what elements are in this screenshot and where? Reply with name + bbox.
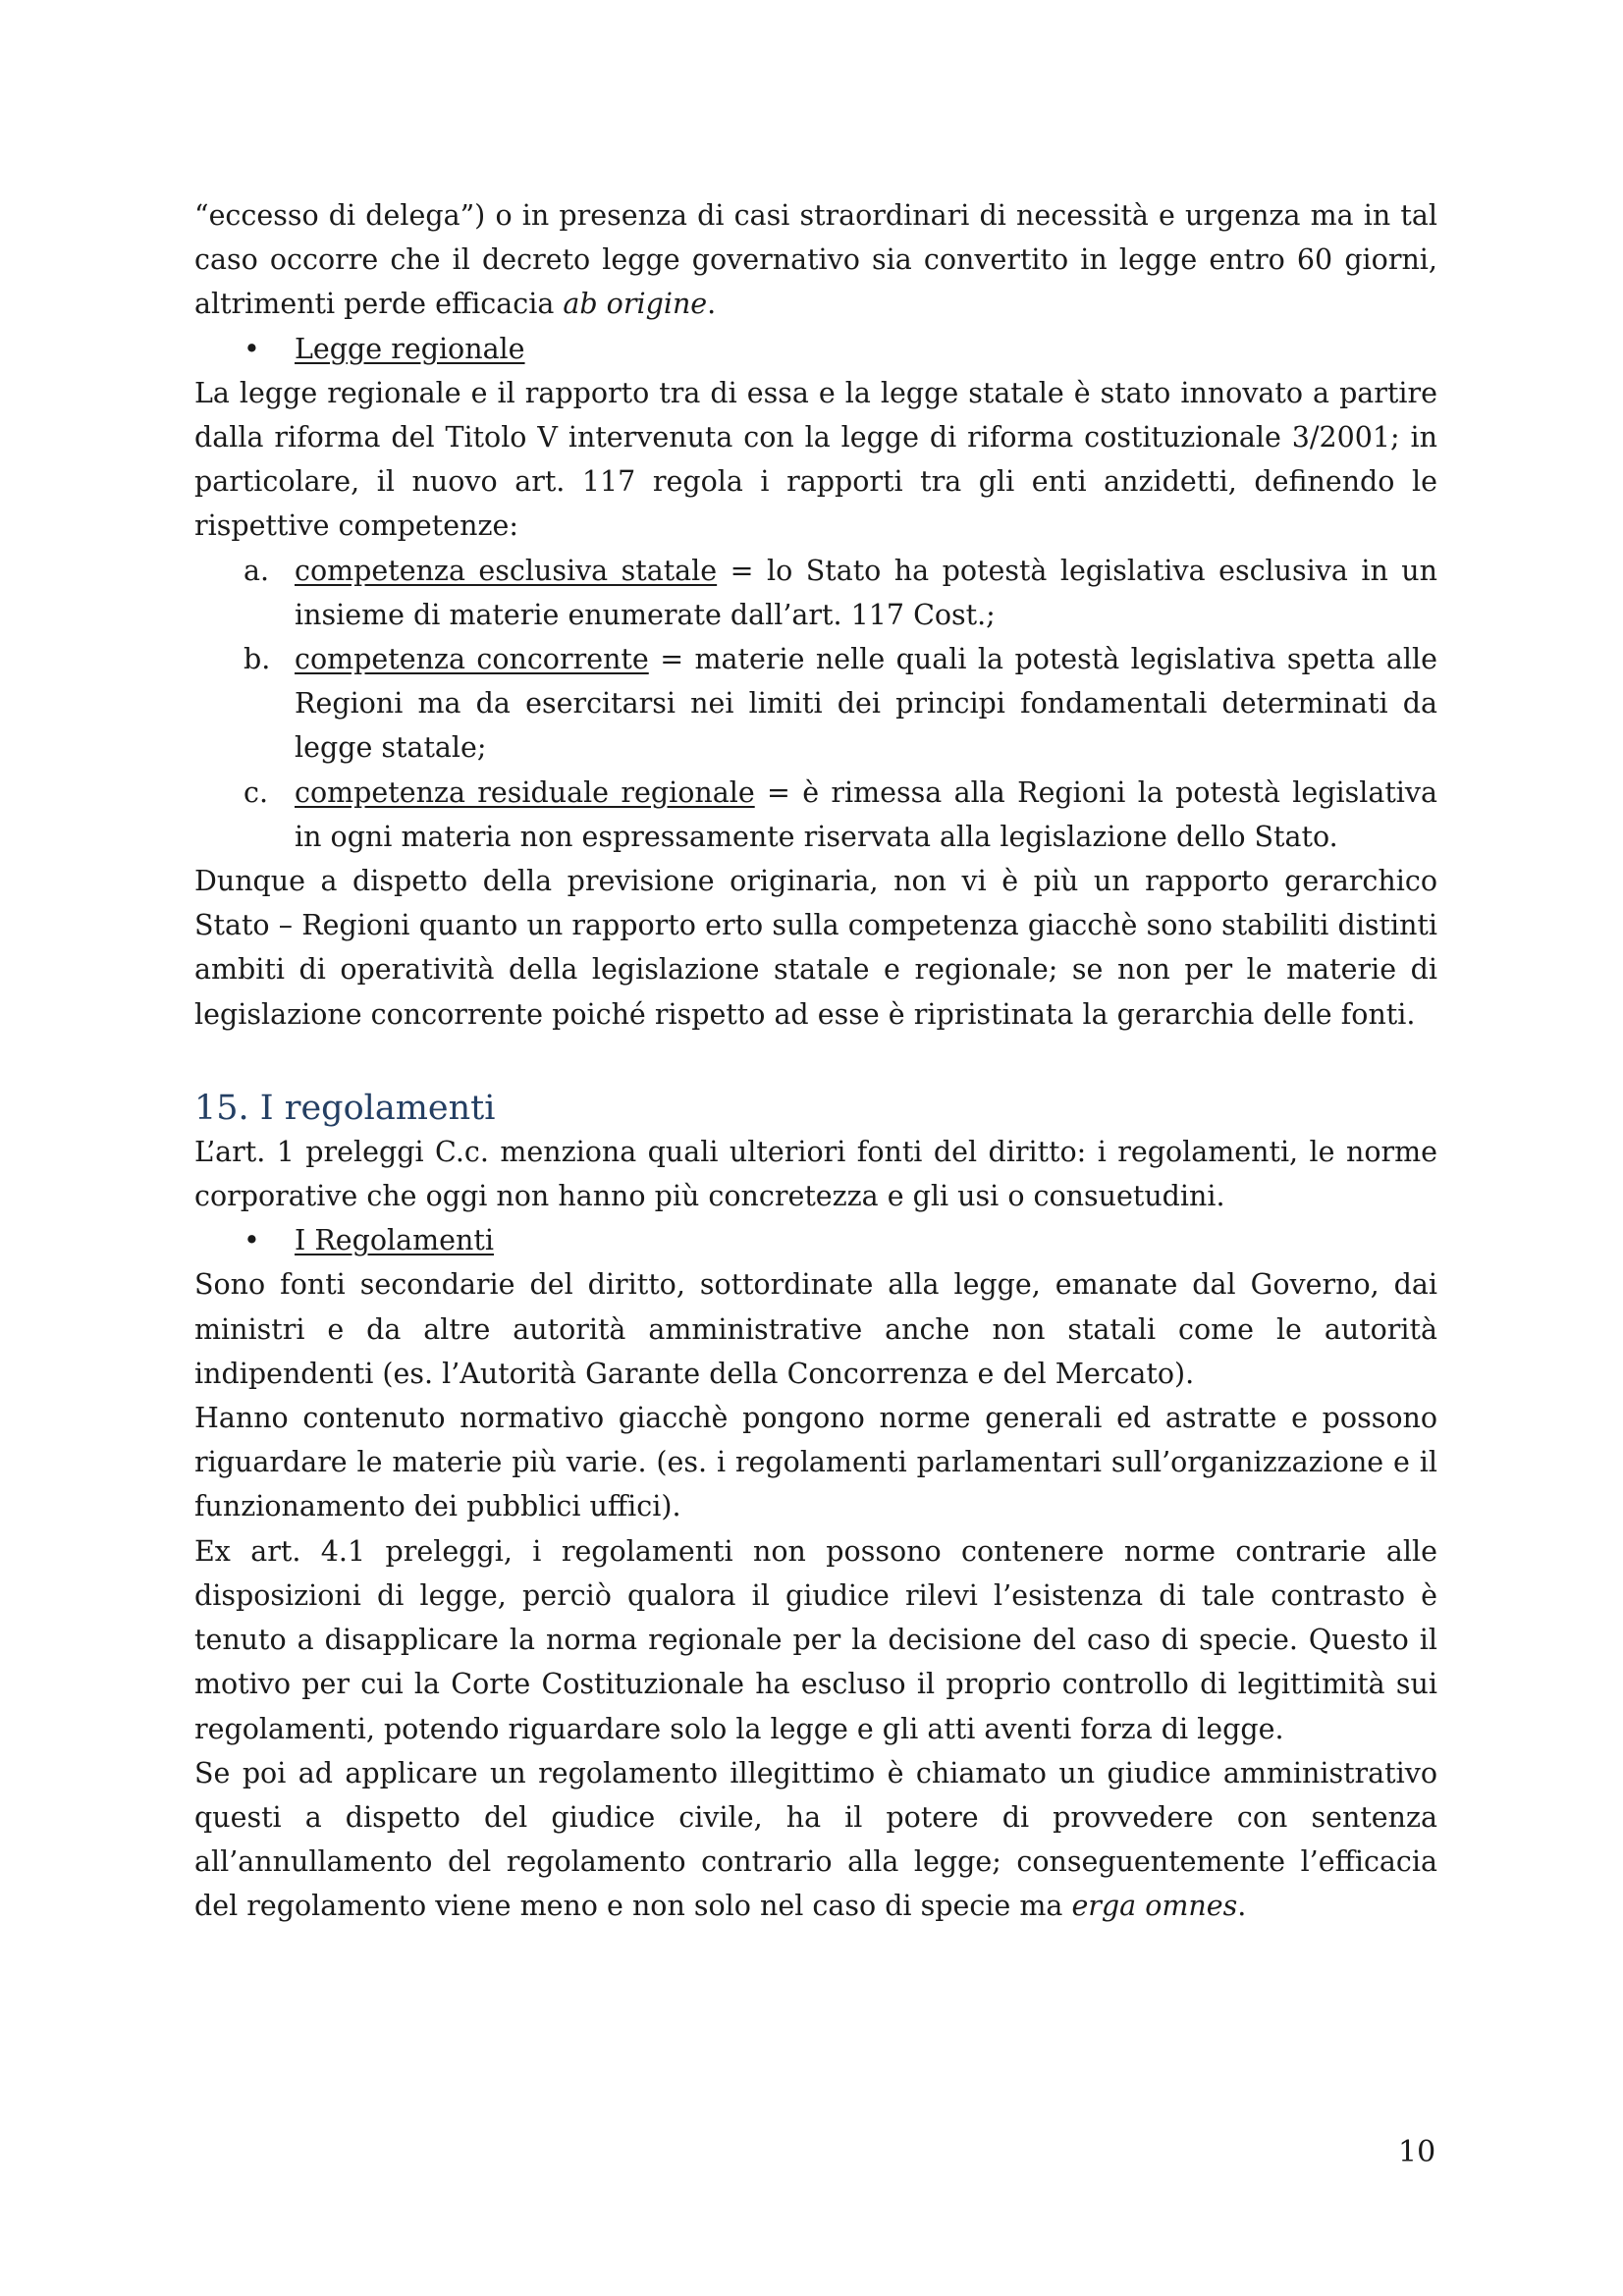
section-heading: 15. I regolamenti (194, 1088, 496, 1128)
list-marker: c. (243, 775, 269, 809)
paragraph-final (194, 1751, 1437, 1929)
final-end: . (1237, 1890, 1247, 1923)
page-number: 10 (1398, 2135, 1436, 2169)
paragraph-preleggi: L’art. 1 preleggi C.c. menziona quali ulteriori fonti del diritto: i regolamenti, le norme corporative che oggi non hanno più concretezza e gli usi o consuetudini. (194, 1135, 1437, 1213)
intro-end: . (707, 288, 717, 321)
bullet-icon: • (243, 332, 260, 365)
bullet-regolamenti (194, 1218, 1437, 1262)
paragraph-fonti: Sono fonti secondarie del diritto, sottordinate alla legge, emanate dal Governo, dai ministri e da altre autorità amministrative anche non statali come le autorità indipendenti (es. l’Autorità Garante della Concorrenza e del Mercato). (194, 1268, 1437, 1390)
paragraph-regionale: La legge regionale e il rapporto tra di essa e la legge statale è stato innovato a partire dalla riforma del Titolo V intervenuta con la legge di riforma costituzionale 3/2001; in particolare, il nuovo art. 117 regola i rapporti tra gli enti anzidetti, definendo le rispettive competenze: (194, 376, 1437, 543)
list-term: competenza residuale regionale (295, 775, 755, 809)
list-text: = lo Stato ha potestà legislativa esclusiva in un insieme di materie enumerate dall’art. 117 Cost.; (295, 554, 1438, 631)
list-text: = materie nelle quali la potestà legislativa spetta alle Regioni ma da esercitarsi nei limiti dei principi fondamentali determinati da legge statale; (295, 643, 1437, 765)
list-item-competenza-a (194, 549, 1437, 637)
bullet-icon: • (243, 1224, 260, 1257)
bullet-label: I Regolamenti (295, 1224, 494, 1257)
list-item-competenza-c (194, 771, 1437, 859)
paragraph-ex-art: Ex art. 4.1 preleggi, i regolamenti non possono contenere norme contrarie alle disposizioni di legge, perciò qualora il giudice rilevi l’esistenza di tale contrasto è tenuto a disapplicare la norma regionale per la decisione del caso di specie. Questo il motivo per cui la Corte Costituzionale ha escluso il proprio controllo di legittimità sui regolamenti, potendo riguardare solo la legge e gli atti aventi forza di legge. (194, 1534, 1437, 1745)
final-italic-term: erga omnes (1071, 1890, 1238, 1923)
list-term: competenza concorrente (295, 643, 649, 676)
intro-paragraph (194, 193, 1437, 327)
list-text: = è rimessa alla Regioni la potestà legislativa in ogni materia non espressamente riservata alla legislazione dello Stato. (295, 775, 1437, 853)
bullet-legge-regionale (194, 327, 1437, 371)
paragraph-contenuto: Hanno contenuto normativo giacchè pongono norme generali ed astratte e possono riguardare le materie più varie. (es. i regolamenti parlamentari sull’organizzazione e il funzionamento dei pubblici uffici). (194, 1402, 1437, 1523)
list-marker: b. (243, 643, 271, 676)
list-item-competenza-b (194, 637, 1437, 771)
list-term: competenza esclusiva statale (295, 554, 718, 587)
intro-text: “eccesso di delega”) o in presenza di casi straordinari di necessità e urgenza ma in tal caso occorre che il decreto legge governativo sia convertito in legge entro 60 giorni, altrimenti perde efficacia (194, 199, 1437, 321)
list-marker: a. (243, 554, 270, 587)
page-body (194, 193, 1437, 1929)
paragraph-dunque: Dunque a dispetto della previsione originaria, non vi è più un rapporto gerarchico Stato – Regioni quanto un rapporto erto sulla competenza giacchè sono stabiliti distinti ambiti di operatività della legislazione statale e regionale; se non per le materie di legislazione concorrente poiché rispetto ad esse è ripristinata la gerarchia delle fonti. (194, 865, 1437, 1031)
bullet-label: Legge regionale (295, 332, 525, 365)
intro-italic-term: ab origine (563, 288, 708, 321)
final-text: Se poi ad applicare un regolamento illegittimo è chiamato un giudice amministrativo questi a dispetto del giudice civile, ha il potere di provvedere con sentenza all’annullamento del regolamento contrario alla legge; conseguentemente l’efficacia del regolamento viene meno e non solo nel caso di specie ma (194, 1756, 1437, 1923)
